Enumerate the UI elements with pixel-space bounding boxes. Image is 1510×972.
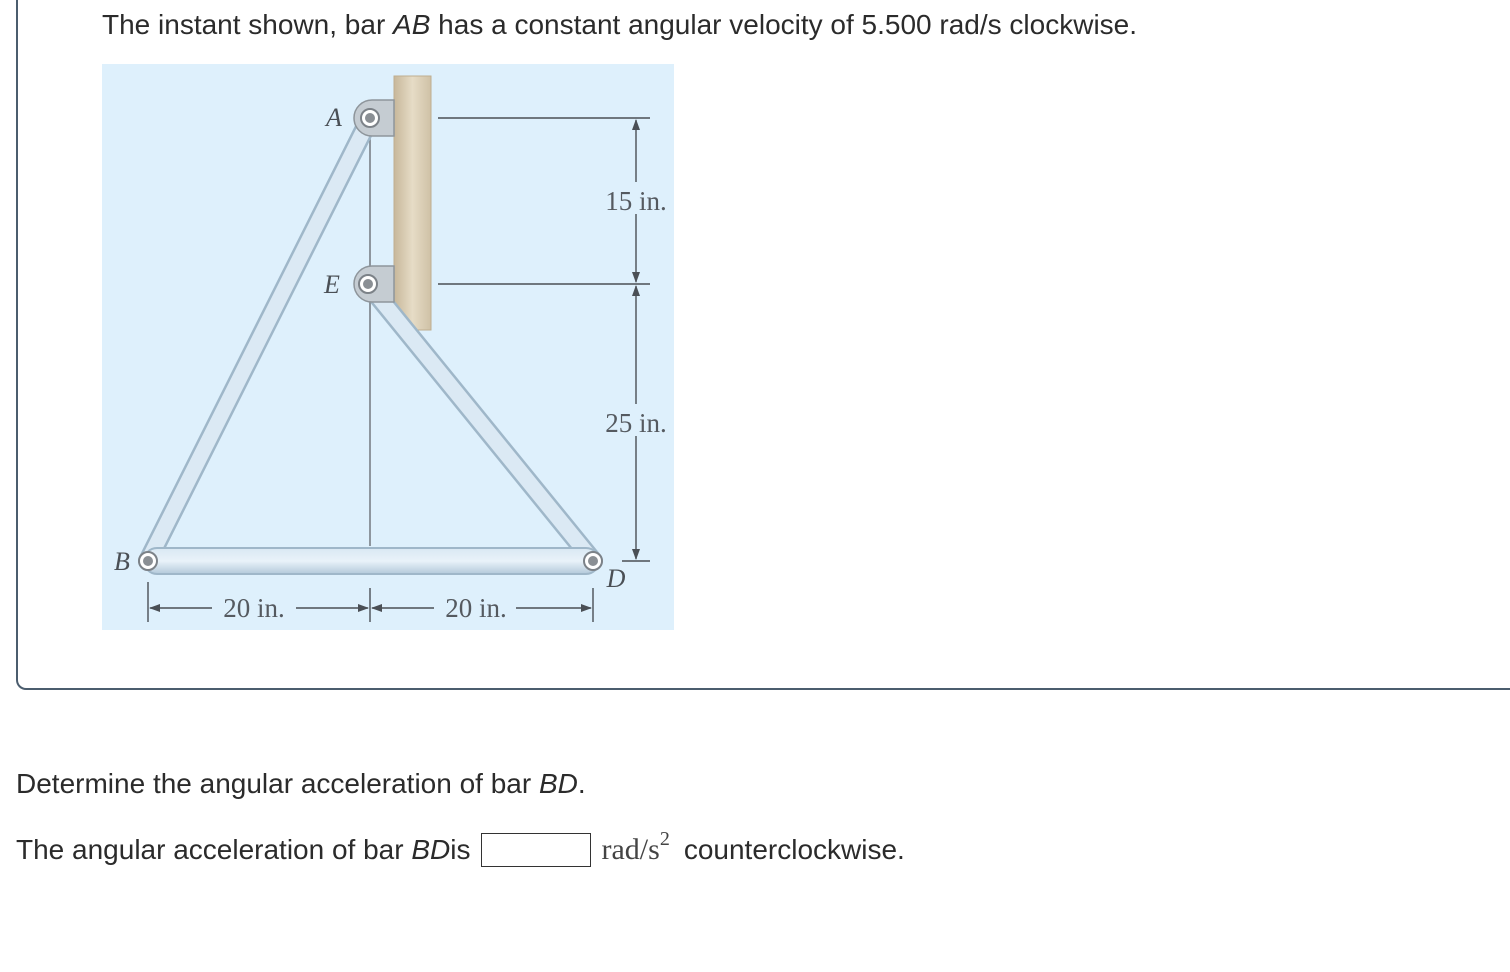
unit-exponent: 2 [659, 828, 670, 850]
answer-unit [601, 828, 670, 867]
dim-label-20-left: 20 in. [223, 593, 285, 623]
point-label-e: E [324, 270, 340, 299]
dim-arrow-25-bottom [632, 549, 640, 560]
bar-bd [144, 548, 599, 574]
part-prompt-end: . [577, 768, 586, 799]
mechanism-diagram [102, 64, 674, 630]
dim-arrow-15-bottom [632, 272, 640, 283]
point-label-d: D [606, 564, 626, 593]
answer-text-start: The angular acceleration of bar [16, 834, 404, 865]
part-prompt-start: Determine the angular acceleration of bar [16, 768, 539, 799]
bar-ab [148, 118, 370, 561]
answer-direction: counterclockwise. [683, 834, 905, 865]
dim-arrow-20-left-start [149, 604, 160, 612]
part-prompt [16, 766, 586, 802]
dim-arrow-20-right-end [581, 604, 592, 612]
point-label-b: B [114, 547, 130, 576]
dim-arrow-15-top [632, 119, 640, 130]
dim-arrow-25-top [632, 285, 640, 296]
answer-bar-name: BD [411, 834, 451, 865]
dim-arrow-20-right-start [371, 604, 382, 612]
dim-arrow-20-left-end [358, 604, 369, 612]
pin-b-center [143, 556, 153, 566]
pin-a-center [365, 113, 375, 123]
pin-d-center [588, 556, 598, 566]
dim-label-15: 15 in. [605, 186, 667, 216]
dim-label-20-right: 20 in. [445, 593, 507, 623]
prompt-bar-name: AB [393, 9, 431, 40]
mechanism-figure [102, 64, 674, 630]
wall-guide [394, 76, 431, 330]
answer-line [16, 829, 905, 871]
pin-e-center [363, 279, 373, 289]
answer-input[interactable] [481, 833, 591, 867]
point-label-a: A [326, 103, 342, 132]
dim-label-25: 25 in. [605, 408, 667, 438]
answer-text-mid: is [450, 834, 471, 865]
prompt-text-end: has a constant angular velocity of 5.500 rad/s clockwise. [430, 9, 1138, 40]
part-prompt-bar: BD [538, 768, 578, 799]
question-prompt [102, 7, 1137, 43]
prompt-text-start: The instant shown, bar [102, 9, 394, 40]
unit-main: rad/s [601, 833, 660, 866]
bar-ed [368, 284, 593, 561]
